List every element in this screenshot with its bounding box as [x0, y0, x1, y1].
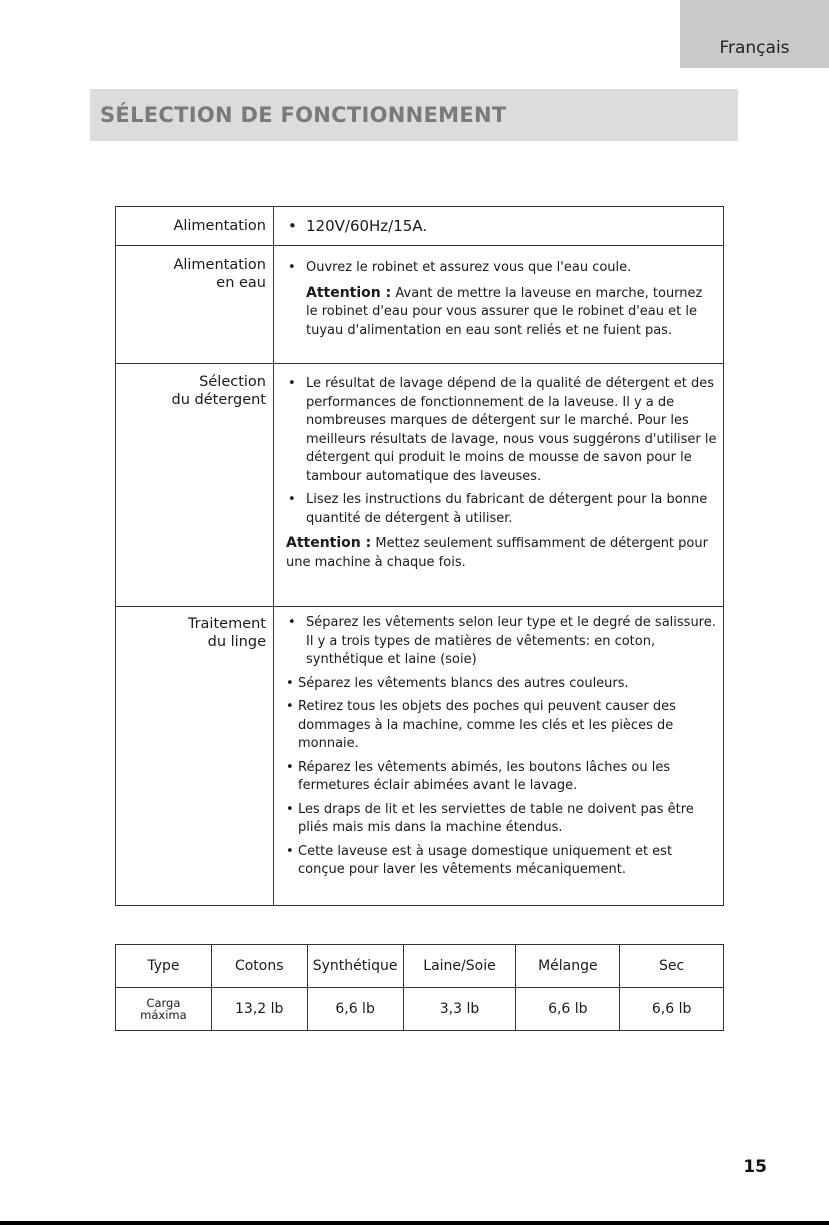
table-row [116, 988, 724, 1031]
table-row-laundry [116, 607, 723, 905]
laundry-bullet: • Cette laveuse est à usage domestique uniquement et est conçue pour laver les vêtements mécaniquement. [286, 843, 717, 880]
power-value: • 120V/60Hz/15A. [286, 217, 717, 241]
water-attention: Attention : Avant de mettre la laveuse en marche, tournez le robinet d'eau pour vous assurer que le robinet d'eau et le tuyau d'alimentation en eau sont reliés et ne fuient pas. [306, 284, 703, 338]
value-cell: 6,6 lb [307, 988, 403, 1031]
detergent-content [286, 375, 717, 572]
laundry-bullet: • Retirez tous les objets des poches qui peuvent causer des dommages à la machine, comme les clés et les pièces de monnaie. [286, 698, 717, 754]
header-cell: Laine/Soie [403, 945, 516, 988]
table-row [116, 945, 724, 988]
water-label: Alimentation en eau [173, 257, 266, 291]
header-cell: Synthétique [307, 945, 403, 988]
value-cell: 13,2 lb [211, 988, 307, 1031]
header-cell: Cotons [211, 945, 307, 988]
value-cell: 6,6 lb [516, 988, 620, 1031]
laundry-label: Traitement du linge [187, 616, 266, 650]
laundry-bullet: • Réparez les vêtements abimés, les boutons lâches ou les fermetures éclair abimées avant le lavage. [286, 759, 717, 796]
detergent-label: Sélection du détergent [171, 374, 266, 408]
laundry-bullet: • Les draps de lit et les serviettes de table ne doivent pas être pliés mais mis dans la machine étendus. [286, 801, 717, 838]
detergent-bullet-2: • Lisez les instructions du fabricant de détergent pour la bonne quantité de détergent à utiliser. [286, 491, 717, 528]
value-cell: 3,3 lb [403, 988, 516, 1031]
power-label: Alimentation [173, 218, 266, 234]
water-bullet: • Ouvrez le robinet et assurez vous que l'eau coule. [286, 259, 717, 278]
laundry-bullet: • Séparez les vêtements selon leur type et le degré de salissure. Il y a trois types de matières de vêtements: en coton, synthétique et laine (soie) [286, 614, 717, 670]
page-number: 15 [743, 1157, 767, 1177]
header-cell: Type [116, 945, 212, 988]
value-cell: 6,6 lb [620, 988, 724, 1031]
header-cell: Mélange [516, 945, 620, 988]
table-row-power [116, 207, 723, 246]
bottom-rule [0, 1221, 829, 1225]
max-load-table [115, 944, 724, 1031]
section-title-bar [90, 89, 738, 141]
operation-spec-table [115, 206, 724, 906]
laundry-bullet: • Séparez les vêtements blancs des autres couleurs. [286, 675, 717, 694]
detergent-bullet-1: • Le résultat de lavage dépend de la qualité de détergent et des performances de fonctionnement de la laveuse. Il y a de nombreuses marques de détergent sur le marché. Pour les meilleurs résultats de lavage, nous vous suggérons d'utiliser le détergent qui produit le moins de mousse de savon pour le tambour automatique des laveuses. [286, 375, 717, 486]
header-cell: Sec [620, 945, 724, 988]
water-content [286, 259, 717, 340]
language-tab [680, 0, 829, 68]
row-label-cell: Carga máxima [116, 988, 212, 1031]
page-title: SÉLECTION DE FONCTIONNEMENT [100, 103, 507, 127]
detergent-attention: Attention : Mettez seulement suffisamment de détergent pour une machine à chaque fois. [286, 535, 708, 570]
table-row-detergent [116, 364, 723, 607]
laundry-content [286, 614, 717, 885]
table-row-water [116, 246, 723, 364]
language-label: Français [719, 38, 790, 58]
